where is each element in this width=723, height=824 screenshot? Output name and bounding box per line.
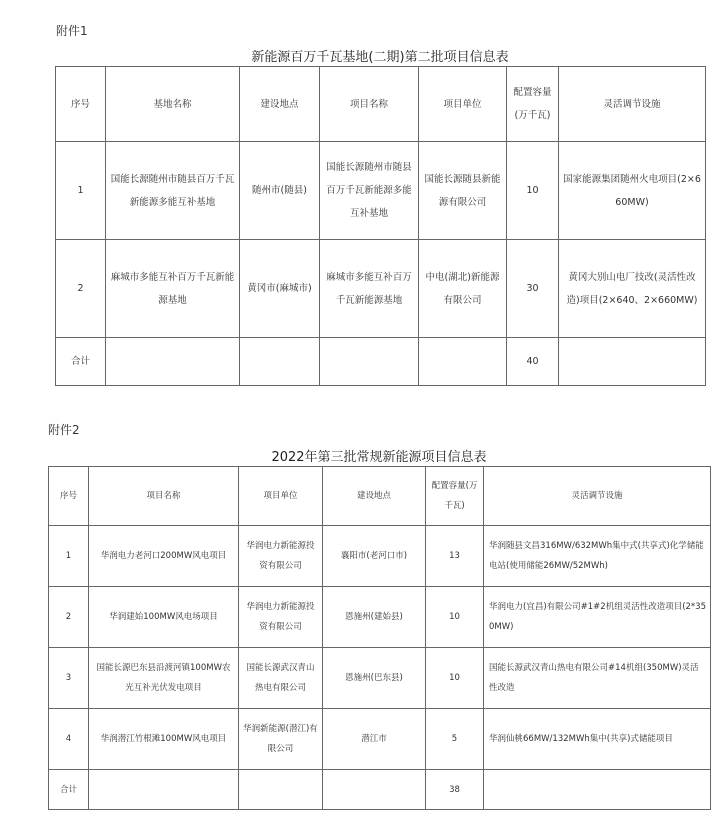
table-row <box>49 709 711 770</box>
table-1-title: 新能源百万千瓦基地(二期)第二批项目信息表 <box>251 50 509 65</box>
cell-company: 华润电力新能源投资有限公司 <box>239 587 323 648</box>
cell-company: 国能长源武汉青山热电有限公司 <box>239 648 323 709</box>
empty-cell <box>106 338 240 386</box>
cell-location: 恩施州(巴东县) <box>323 648 426 709</box>
header-capacity: 配置容量(万千瓦) <box>507 67 559 142</box>
cell-location: 潜江市 <box>323 709 426 770</box>
total-capacity: 40 <box>507 338 559 386</box>
table-row <box>49 526 711 587</box>
cell-project-name: 麻城市多能互补百万千瓦新能源基地 <box>320 240 419 338</box>
header-index: 序号 <box>56 67 106 142</box>
cell-capacity: 30 <box>507 240 559 338</box>
total-label: 合计 <box>56 338 106 386</box>
project-table-2 <box>48 466 711 810</box>
cell-flex-facility: 华润仙桃66MW/132MWh集中(共享)式储能项目 <box>484 709 711 770</box>
cell-project-name: 国能长源巴东县沿渡河镇100MW农光互补光伏发电项目 <box>89 648 239 709</box>
empty-cell <box>419 338 507 386</box>
cell-project-name: 华润潜江竹根滩100MW风电项目 <box>89 709 239 770</box>
cell-capacity: 5 <box>426 709 484 770</box>
header-location: 建设地点 <box>240 67 320 142</box>
cell-project-name: 国能长源随州市随县百万千瓦新能源多能互补基地 <box>320 142 419 240</box>
attachment-2-label: 附件2 <box>48 423 80 437</box>
cell-index: 4 <box>49 709 89 770</box>
header-index: 序号 <box>49 467 89 526</box>
project-table-1 <box>55 66 706 386</box>
cell-index: 3 <box>49 648 89 709</box>
cell-flex-facility: 黄冈大别山电厂技改(灵活性改造)项目(2×640、2×660MW) <box>559 240 706 338</box>
empty-cell <box>484 770 711 810</box>
cell-base-name: 国能长源随州市随县百万千瓦新能源多能互补基地 <box>106 142 240 240</box>
empty-cell <box>89 770 239 810</box>
table-row <box>56 240 706 338</box>
total-row <box>56 338 706 386</box>
cell-location: 襄阳市(老河口市) <box>323 526 426 587</box>
empty-cell <box>240 338 320 386</box>
cell-index: 1 <box>49 526 89 587</box>
header-location: 建设地点 <box>323 467 426 526</box>
header-project-name: 项目名称 <box>320 67 419 142</box>
header-project-name: 项目名称 <box>89 467 239 526</box>
cell-base-name: 麻城市多能互补百万千瓦新能源基地 <box>106 240 240 338</box>
header-capacity: 配置容量(万千瓦) <box>426 467 484 526</box>
cell-company: 华润新能源(潜江)有限公司 <box>239 709 323 770</box>
empty-cell <box>239 770 323 810</box>
table-row <box>56 142 706 240</box>
total-label: 合计 <box>49 770 89 810</box>
header-company: 项目单位 <box>419 67 507 142</box>
table-row <box>49 648 711 709</box>
cell-company: 中电(湖北)新能源有限公司 <box>419 240 507 338</box>
attachment-1-label: 附件1 <box>56 24 88 38</box>
cell-flex-facility: 华润电力(宜昌)有限公司#1#2机组灵活性改造项目(2*350MW) <box>484 587 711 648</box>
table-row <box>49 587 711 648</box>
cell-flex-facility: 华润随县文昌316MW/632MWh集中式(共享式)化学储能电站(使用储能26MW/52MWh) <box>484 526 711 587</box>
header-flex-facility: 灵活调节设施 <box>559 67 706 142</box>
empty-cell <box>323 770 426 810</box>
cell-company: 华润电力新能源投资有限公司 <box>239 526 323 587</box>
header-flex-facility: 灵活调节设施 <box>484 467 711 526</box>
cell-flex-facility: 国家能源集团随州火电项目(2×660MW) <box>559 142 706 240</box>
cell-flex-facility: 国能长源武汉青山热电有限公司#14机组(350MW)灵活性改造 <box>484 648 711 709</box>
cell-capacity: 10 <box>507 142 559 240</box>
cell-project-name: 华润电力老河口200MW风电项目 <box>89 526 239 587</box>
cell-index: 2 <box>56 240 106 338</box>
cell-capacity: 10 <box>426 648 484 709</box>
empty-cell <box>559 338 706 386</box>
cell-project-name: 华润建始100MW风电场项目 <box>89 587 239 648</box>
cell-index: 1 <box>56 142 106 240</box>
cell-location: 黄冈市(麻城市) <box>240 240 320 338</box>
cell-index: 2 <box>49 587 89 648</box>
cell-location: 随州市(随县) <box>240 142 320 240</box>
table-header-row <box>56 67 706 142</box>
header-base-name: 基地名称 <box>106 67 240 142</box>
empty-cell <box>320 338 419 386</box>
total-capacity: 38 <box>426 770 484 810</box>
cell-location: 恩施州(建始县) <box>323 587 426 648</box>
table-2-title: 2022年第三批常规新能源项目信息表 <box>271 450 487 465</box>
table-header-row <box>49 467 711 526</box>
cell-company: 国能长源随县新能源有限公司 <box>419 142 507 240</box>
header-company: 项目单位 <box>239 467 323 526</box>
cell-capacity: 13 <box>426 526 484 587</box>
total-row <box>49 770 711 810</box>
cell-capacity: 10 <box>426 587 484 648</box>
